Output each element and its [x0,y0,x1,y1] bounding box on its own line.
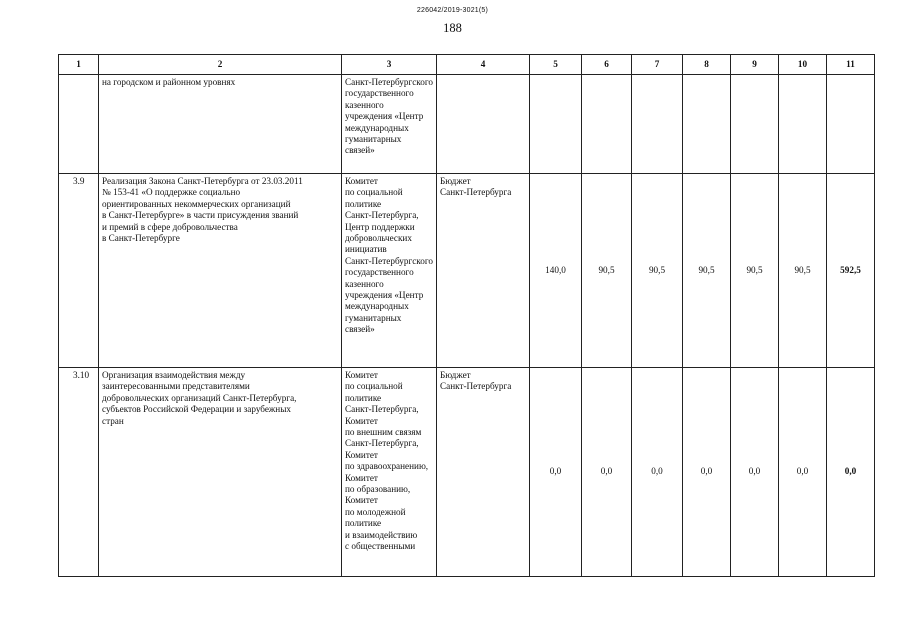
text-line: по молодежной [345,506,406,517]
text-line: по социальной [345,381,403,392]
measure-name [99,368,342,577]
text-line: добровольческих [345,233,412,244]
measure-name [99,75,342,174]
value-cell: 90,5 [779,174,827,368]
header-row [59,55,875,75]
value-cell [530,75,582,174]
text-line: связей» [345,324,375,335]
col-header-4: 4 [437,55,530,75]
col-header-7: 7 [632,55,683,75]
text-line: с общественными [345,541,416,552]
text-line: и взаимодействию [345,529,418,540]
text-line: по социальной [345,187,403,198]
text-line: добровольческих организаций Санкт-Петербурга, [102,392,297,403]
value-cell: 0,0 [530,368,582,577]
text-line: Комитет [345,370,378,380]
text-line: заинтересованными представителями [102,381,250,392]
text-line: в Санкт-Петербурге [102,233,180,244]
executor [342,75,437,174]
value-cell [683,75,731,174]
value-cell: 140,0 [530,174,582,368]
text-line: № 153-41 «О поддержке социально [102,187,241,198]
text-line: Бюджет [440,176,471,186]
executor [342,368,437,577]
text-line: Комитет [345,495,378,506]
total-cell [827,75,875,174]
text-line: Организация взаимодействия между [102,370,246,380]
col-header-1: 1 [59,55,99,75]
value-cell [632,75,683,174]
document-id: 226042/2019-3021(5) [416,7,489,14]
value-cell [731,75,779,174]
text-line: политике [345,518,382,529]
table-row [59,174,875,368]
text-line: и премий в сфере добровольчества [102,221,238,232]
col-header-8: 8 [683,55,731,75]
text-line: казенного [345,278,384,289]
value-cell: 0,0 [683,368,731,577]
col-header-2: 2 [99,55,342,75]
row-number: 3.9 [59,174,99,368]
value-cell [779,75,827,174]
text-line: учреждения «Центр [345,111,424,122]
total-cell: 592,5 [827,174,875,368]
funding-source [437,174,530,368]
table-row [59,75,875,174]
text-line: Санкт-Петербурга, [345,404,419,415]
text-line: Комитет [345,449,378,460]
text-line: политике [345,198,382,209]
value-cell: 0,0 [582,368,632,577]
col-header-5: 5 [530,55,582,75]
text-line: Реализация Закона Санкт-Петербурга от 23.03.2011 [102,176,303,186]
text-line: по здравоохранению, [345,461,429,472]
measure-name [99,174,342,368]
executor [342,174,437,368]
text-line: Санкт-Петербурга [440,187,512,198]
program-table [58,54,875,577]
page-number: 188 [443,21,462,35]
text-line: Санкт-Петербурга, [345,210,419,221]
text-line: Комитет [345,415,378,426]
text-line: Бюджет [440,370,471,380]
funding-source [437,368,530,577]
text-line: государственного [345,267,414,278]
col-header-9: 9 [731,55,779,75]
text-line: субъектов Российской Федерации и зарубежных [102,404,291,415]
text-line: Санкт-Петербургского [345,77,434,87]
col-header-10: 10 [779,55,827,75]
value-cell: 0,0 [632,368,683,577]
text-line: Центр поддержки [345,221,415,232]
text-line: связей» [345,145,375,156]
row-number [59,75,99,174]
value-cell: 90,5 [683,174,731,368]
table-row [59,368,875,577]
text-line: казенного [345,99,384,110]
value-cell: 0,0 [779,368,827,577]
text-line: Санкт-Петербургского [345,255,434,266]
text-line: Комитет [345,176,378,186]
text-line: ориентированных некоммерческих организаций [102,198,291,209]
text-line: на городском и районном уровнях [102,77,236,87]
col-header-11: 11 [827,55,875,75]
text-line: Санкт-Петербурга, [345,438,419,449]
text-line: в Санкт-Петербурге» в части присуждения званий [102,210,299,221]
text-line: инициатив [345,244,387,255]
col-header-6: 6 [582,55,632,75]
text-line: стран [102,415,124,426]
value-cell: 0,0 [731,368,779,577]
value-cell: 90,5 [632,174,683,368]
text-line: международных [345,122,409,133]
text-line: международных [345,301,409,312]
text-line: гуманитарных [345,134,402,145]
funding-source [437,75,530,174]
text-line: политике [345,392,382,403]
text-line: государственного [345,88,414,99]
total-cell: 0,0 [827,368,875,577]
value-cell: 90,5 [582,174,632,368]
value-cell [582,75,632,174]
text-line: Комитет [345,472,378,483]
col-header-3: 3 [342,55,437,75]
row-number: 3.10 [59,368,99,577]
value-cell: 90,5 [731,174,779,368]
text-line: учреждения «Центр [345,290,424,301]
text-line: по образованию, [345,484,411,495]
text-line: Санкт-Петербурга [440,381,512,392]
text-line: гуманитарных [345,312,402,323]
text-line: по внешним связям [345,427,422,438]
